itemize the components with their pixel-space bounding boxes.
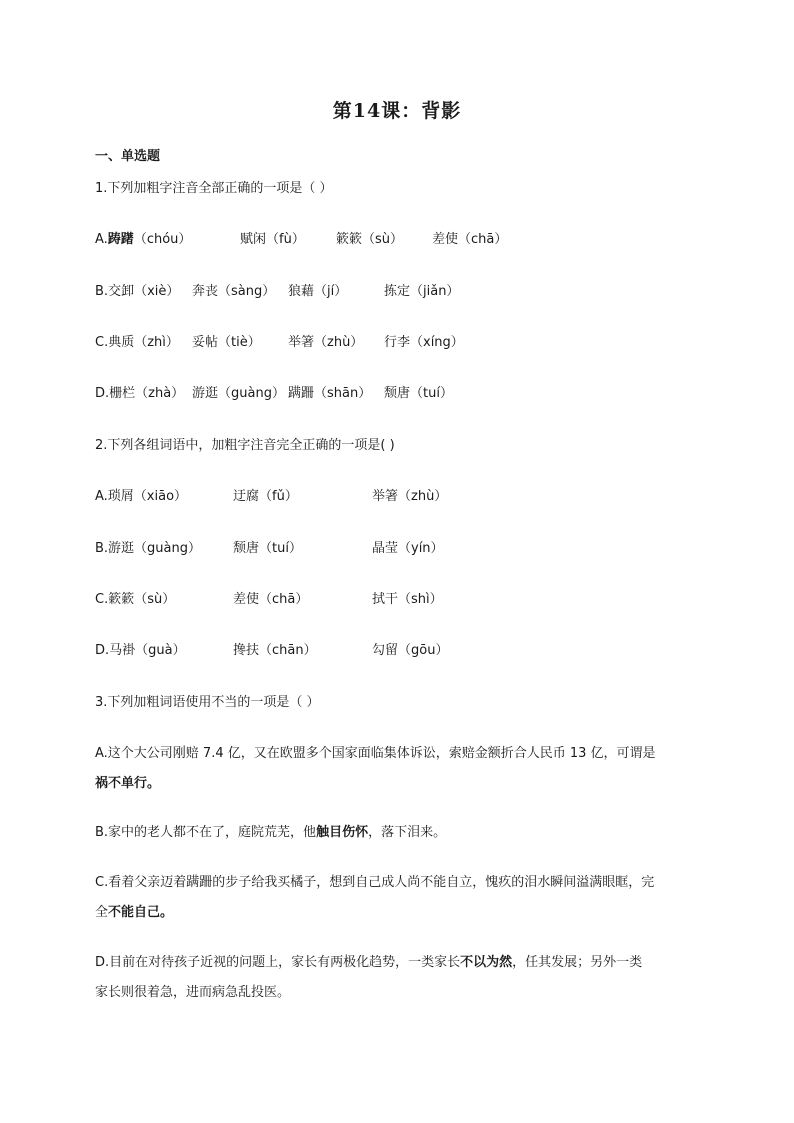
q3-option-c: C.看着父亲迈着蹒跚的步子给我买橘子，想到自己成人尚不能自立，愧疚的泪水瞬间溢满眼眶，完 全不能自己。 bbox=[95, 875, 655, 920]
section-heading: 一、单选题 bbox=[95, 149, 161, 164]
q1-option-d-4: 颓唐（tuí） bbox=[384, 386, 453, 401]
q1-option-c-4: 行李（xíng） bbox=[384, 335, 464, 350]
question-2-stem: 2.下列各组词语中，加粗字注音完全正确的一项是( ) bbox=[95, 438, 395, 453]
q1-option-b-3: 狼藉（jí） bbox=[288, 284, 348, 299]
q1-option-a-3: 簌簌（sù） bbox=[336, 232, 404, 247]
q2-option-b-3: 晶莹（yín） bbox=[372, 541, 444, 556]
q1-option-d-3: 蹒跚（shān） bbox=[288, 386, 372, 401]
q1-option-a-2: 赋闲（fù） bbox=[240, 232, 305, 247]
question-3-stem: 3.下列加粗词语使用不当的一项是（ ） bbox=[95, 695, 320, 710]
q1-option-d-2: 游逛（guàng） bbox=[192, 386, 285, 401]
q2-option-a-2: 迂腐（fǔ） bbox=[233, 489, 298, 504]
q1-option-b-1: B.交卸（xiè） bbox=[95, 284, 180, 299]
q2-option-c-1: C.簌簌（sù） bbox=[95, 592, 176, 607]
q2-option-d-3: 勾留（gōu） bbox=[372, 643, 449, 658]
q1-option-a-4: 差使（chā） bbox=[432, 232, 508, 247]
q2-option-c-3: 拭干（shì） bbox=[372, 592, 443, 607]
q3-option-b: B.家中的老人都不在了，庭院荒芜，他触目伤怀，落下泪来。 bbox=[95, 825, 447, 840]
page-title: 第14课：背影 bbox=[332, 100, 462, 122]
q1-option-c-1: C.典质（zhì） bbox=[95, 335, 179, 350]
q2-option-b-1: B.游逛（guàng） bbox=[95, 541, 201, 556]
q2-option-b-2: 颓唐（tuí） bbox=[233, 541, 302, 556]
q1-option-a-1: A.踌躇（chóu） bbox=[95, 232, 192, 247]
q2-option-c-2: 差使（chā） bbox=[233, 592, 309, 607]
question-1-stem: 1.下列加粗字注音全部正确的一项是（ ） bbox=[95, 181, 333, 196]
q2-option-a-3: 举箸（zhù） bbox=[372, 489, 448, 504]
q1-option-b-4: 拣定（jiǎn） bbox=[384, 284, 460, 299]
q1-option-b-2: 奔丧（sàng） bbox=[192, 284, 276, 299]
q1-option-c-2: 妥帖（tiè） bbox=[192, 335, 261, 350]
q3-option-a: A.这个大公司刚赔 7.4 亿，又在欧盟多个国家面临集体诉讼，索赔金额折合人民币 13 亿，可谓是 祸不单行。 bbox=[95, 746, 656, 791]
q2-option-d-2: 搀扶（chān） bbox=[233, 643, 317, 658]
q1-option-d-1: D.栅栏（zhà） bbox=[95, 386, 185, 401]
q2-option-d-1: D.马褂（guà） bbox=[95, 643, 186, 658]
q2-option-a-1: A.琐屑（xiāo） bbox=[95, 489, 188, 504]
q1-option-c-3: 举箸（zhù） bbox=[288, 335, 364, 350]
q3-option-d: D.目前在对待孩子近视的问题上，家长有两极化趋势，一类家长不以为然，任其发展；另外一类 家长则很着急，进而病急乱投医。 bbox=[95, 955, 643, 1000]
